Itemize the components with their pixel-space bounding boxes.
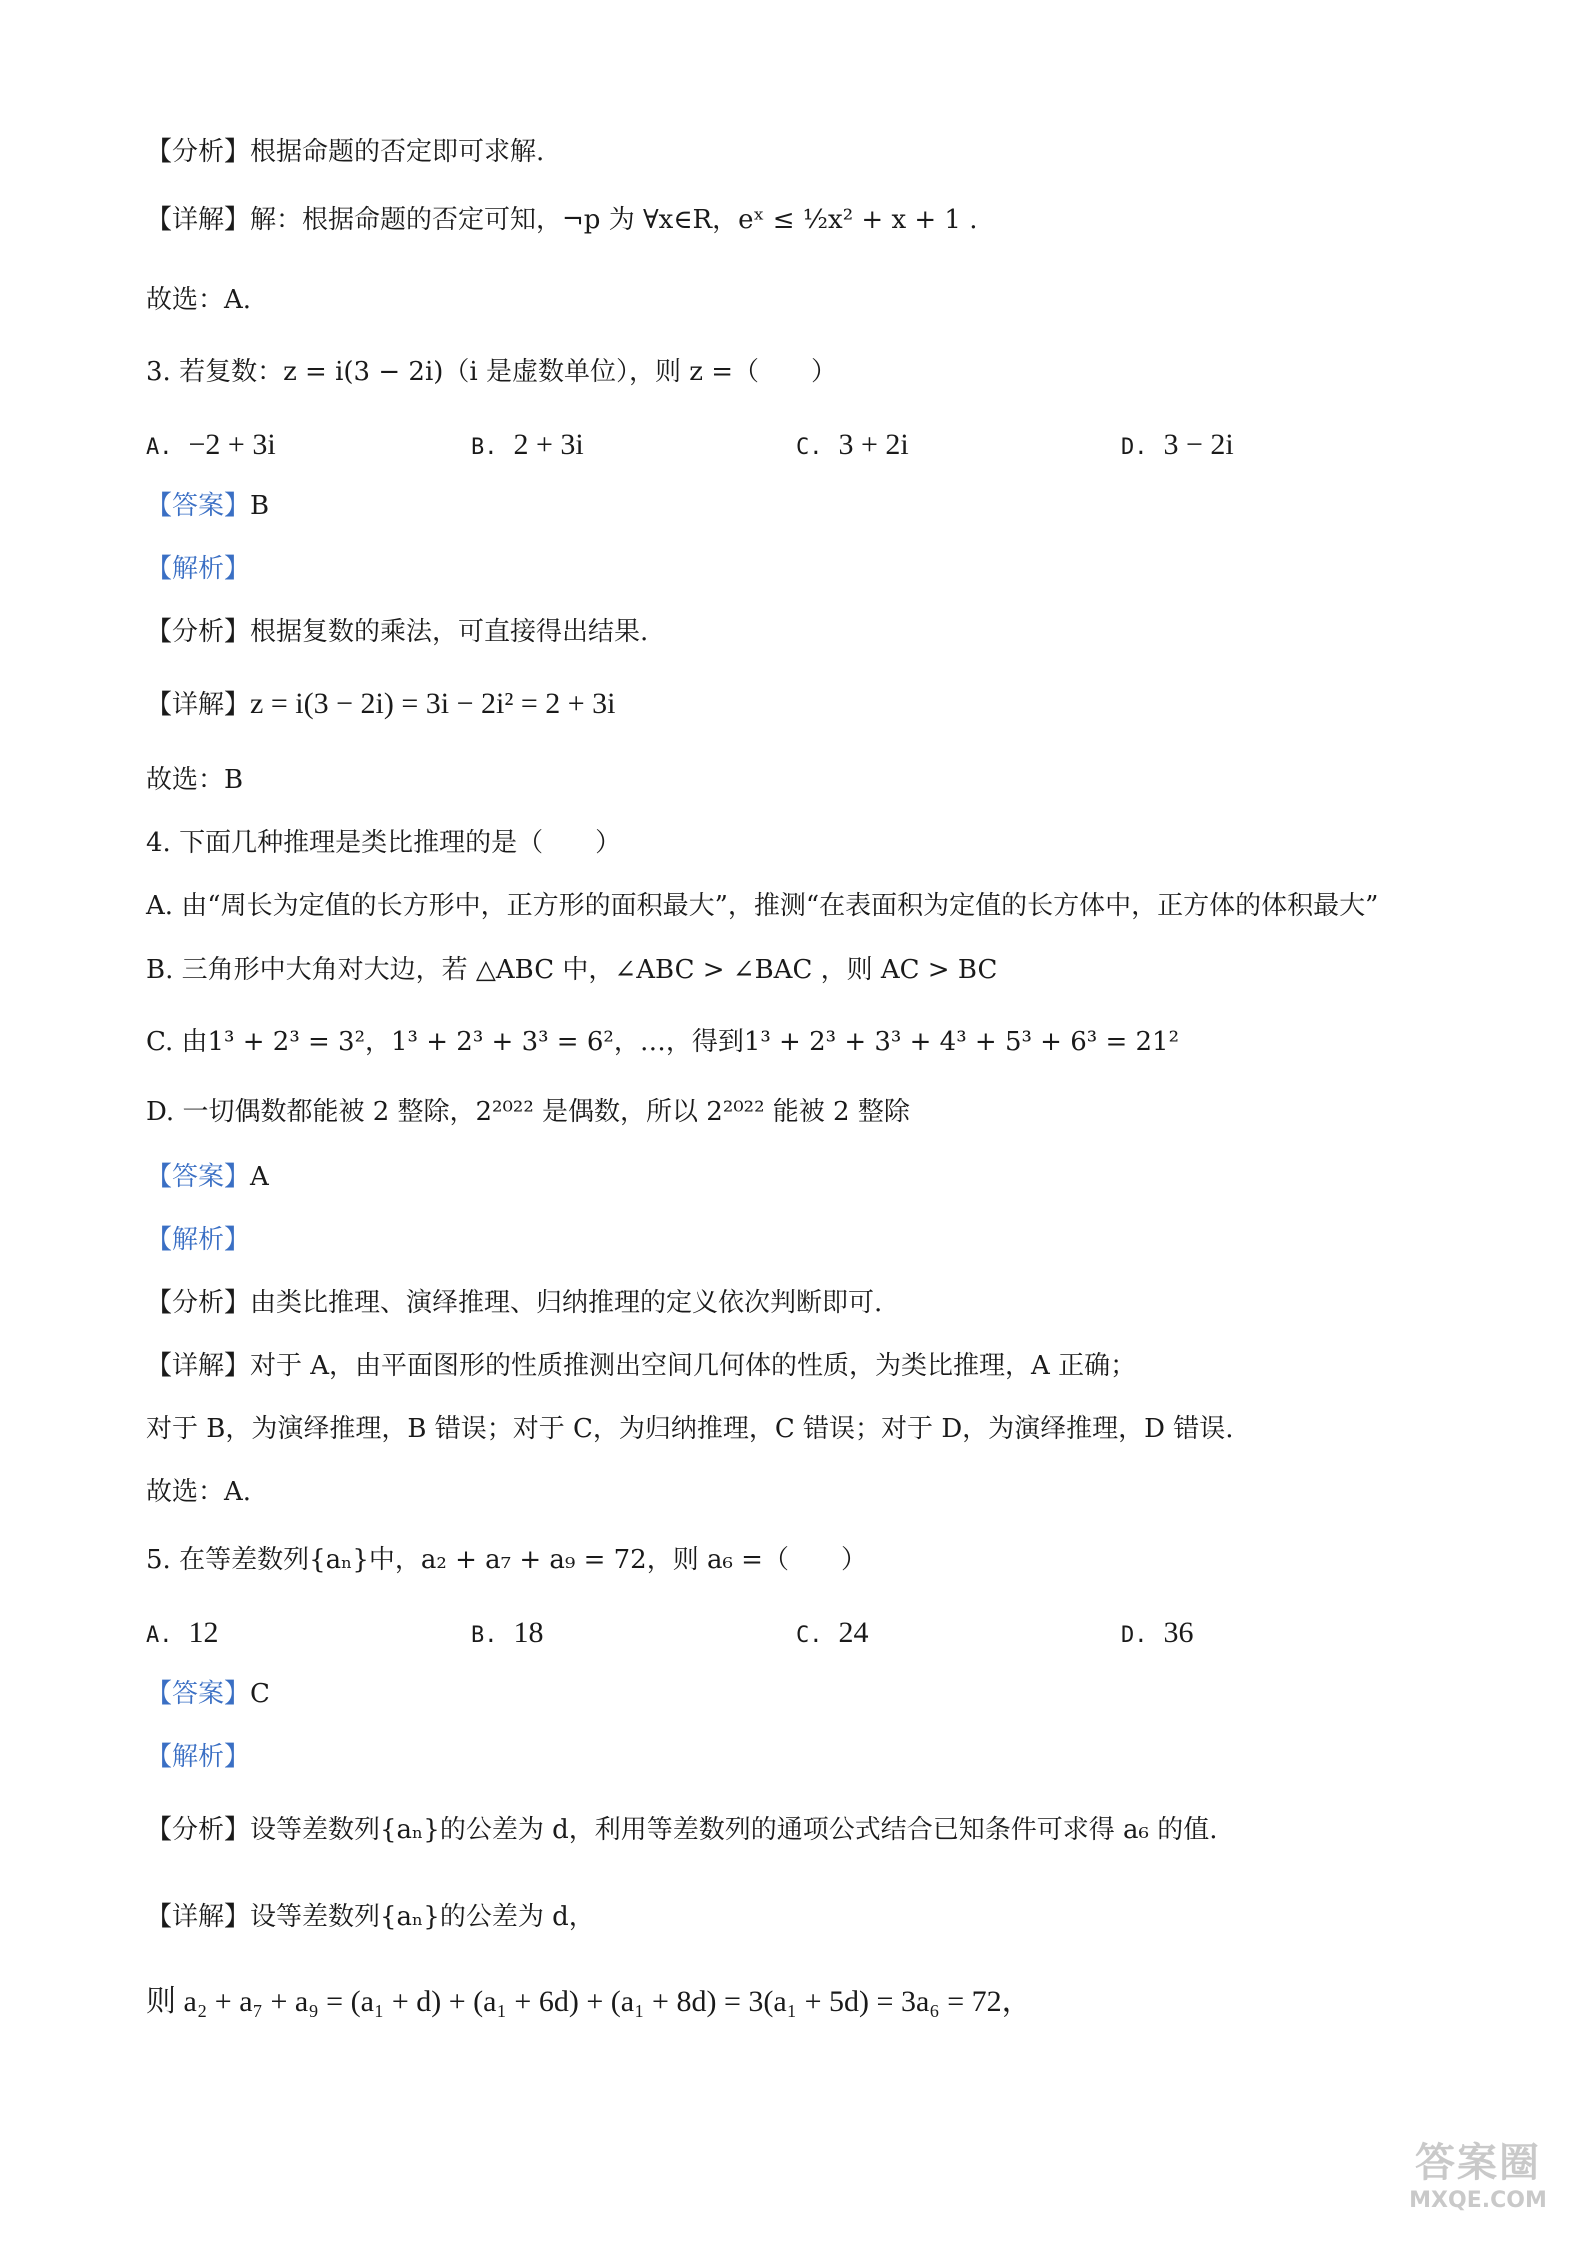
- q4-option-c: C. 由1³ + 2³ = 3²，1³ + 2³ + 3³ = 6²，…，得到1³ + 2³ + 3³ + 4³ + 5³ + 6³ = 21²: [146, 1027, 1180, 1057]
- detail-line-q2: 【详解】解：根据命题的否定可知，¬p 为 ∀x∈R，eˣ ≤ ½x² + x + 1 .: [146, 205, 978, 235]
- watermark-text: 答案圈: [1415, 2140, 1541, 2186]
- q4-option-b: B. 三角形中大角对大边，若 △ABC 中，∠ABC > ∠BAC ，则 AC > BC: [146, 955, 998, 985]
- option-label: C.: [796, 435, 823, 460]
- option-value: 2 + 3i: [513, 428, 584, 461]
- q4-option-a: A. 由“周长为定值的长方形中，正方形的面积最大”，推测“在表面积为定值的长方体中，正方体的体积最大”: [146, 891, 1379, 921]
- q3-explanation-tag: 【解析】: [146, 554, 251, 584]
- q5-option-a: [146, 1613, 219, 1656]
- q4-detail-2: 对于 B，为演绎推理，B 错误；对于 C，为归纳推理，C 错误；对于 D，为演绎推理，D 错误.: [146, 1414, 1234, 1444]
- option-label: A.: [146, 435, 173, 460]
- q3-choice: 故选：B: [146, 765, 244, 795]
- q5-analysis: 【分析】设等差数列{aₙ}的公差为 d，利用等差数列的通项公式结合已知条件可求得 a₆ 的值.: [146, 1815, 1218, 1845]
- question-3: 3. 若复数：z = i(3 − 2i)（i 是虚数单位），则 z =（ ）: [146, 357, 837, 387]
- q4-detail-1: 【详解】对于 A，由平面图形的性质推测出空间几何体的性质，为类比推理，A 正确；: [146, 1351, 1137, 1381]
- option-label: A.: [146, 1623, 173, 1648]
- detail-tag: 【详解】: [146, 690, 251, 720]
- q5-option-d: [1121, 1613, 1194, 1656]
- choice-line-q2: 故选：A.: [146, 285, 252, 315]
- answer-tag: 【答案】: [146, 491, 251, 521]
- q3-answer: [146, 486, 1487, 526]
- q3-option-a: [146, 425, 276, 468]
- detail-formula: z = i(3 − 2i) = 3i − 2i² = 2 + 3i: [250, 687, 616, 720]
- q3-detail: [146, 684, 1487, 725]
- option-label: C.: [796, 1623, 823, 1648]
- q4-explanation-tag: 【解析】: [146, 1225, 251, 1255]
- question-5: 5. 在等差数列{aₙ}中，a₂ + a₇ + a₉ = 72，则 a₆ =（ ）: [146, 1545, 867, 1575]
- question-4: 4. 下面几种推理是类比推理的是（ ）: [146, 828, 622, 858]
- q5-option-b: [471, 1613, 544, 1656]
- option-value: 3 + 2i: [838, 428, 909, 461]
- option-value: −2 + 3i: [188, 428, 276, 461]
- q4-analysis: 【分析】由类比推理、演绎推理、归纳推理的定义依次判断即可.: [146, 1288, 883, 1318]
- answer-value: C: [250, 1679, 270, 1709]
- answer-tag: 【答案】: [146, 1162, 251, 1192]
- q5-explanation-tag: 【解析】: [146, 1742, 251, 1772]
- q3-option-c: [796, 425, 909, 468]
- analysis-line-q2: 【分析】根据命题的否定即可求解.: [146, 137, 545, 167]
- q4-choice: 故选：A.: [146, 1477, 252, 1507]
- answer-value: B: [250, 491, 270, 521]
- q5-option-c: [796, 1613, 869, 1656]
- option-value: 24: [838, 1616, 869, 1649]
- watermark-url: MXQE.COM: [1409, 2188, 1547, 2213]
- q5-detail: 【详解】设等差数列{aₙ}的公差为 d，: [146, 1902, 595, 1932]
- watermark-logo: [1393, 2131, 1563, 2227]
- option-label: D.: [1121, 435, 1148, 460]
- q5-calculation: [146, 1982, 1487, 2023]
- q3-analysis: 【分析】根据复数的乘法，可直接得出结果.: [146, 617, 649, 647]
- q5-answer: [146, 1674, 1487, 1714]
- q5-options: [146, 1613, 1486, 1653]
- option-label: B.: [471, 1623, 498, 1648]
- option-label: B.: [471, 435, 498, 460]
- answer-tag: 【答案】: [146, 1679, 251, 1709]
- option-value: 36: [1163, 1616, 1194, 1649]
- q3-option-d: [1121, 425, 1234, 468]
- q3-option-b: [471, 425, 584, 468]
- answer-value: A: [250, 1162, 269, 1192]
- calculation-formula: 则 a₂ + a₇ + a₉ = (a₁ + d) + (a₁ + 6d) + (a₁ + 8d) = 3(a₁ + 5d) = 3a₆ = 72，: [146, 1985, 1032, 2018]
- option-label: D.: [1121, 1623, 1148, 1648]
- q4-answer: [146, 1157, 1487, 1197]
- q4-option-d: D. 一切偶数都能被 2 整除，2²⁰²² 是偶数，所以 2²⁰²² 能被 2 整除: [146, 1097, 910, 1127]
- option-value: 3 − 2i: [1163, 428, 1234, 461]
- option-value: 12: [188, 1616, 219, 1649]
- q3-options: [146, 425, 1486, 465]
- option-value: 18: [513, 1616, 544, 1649]
